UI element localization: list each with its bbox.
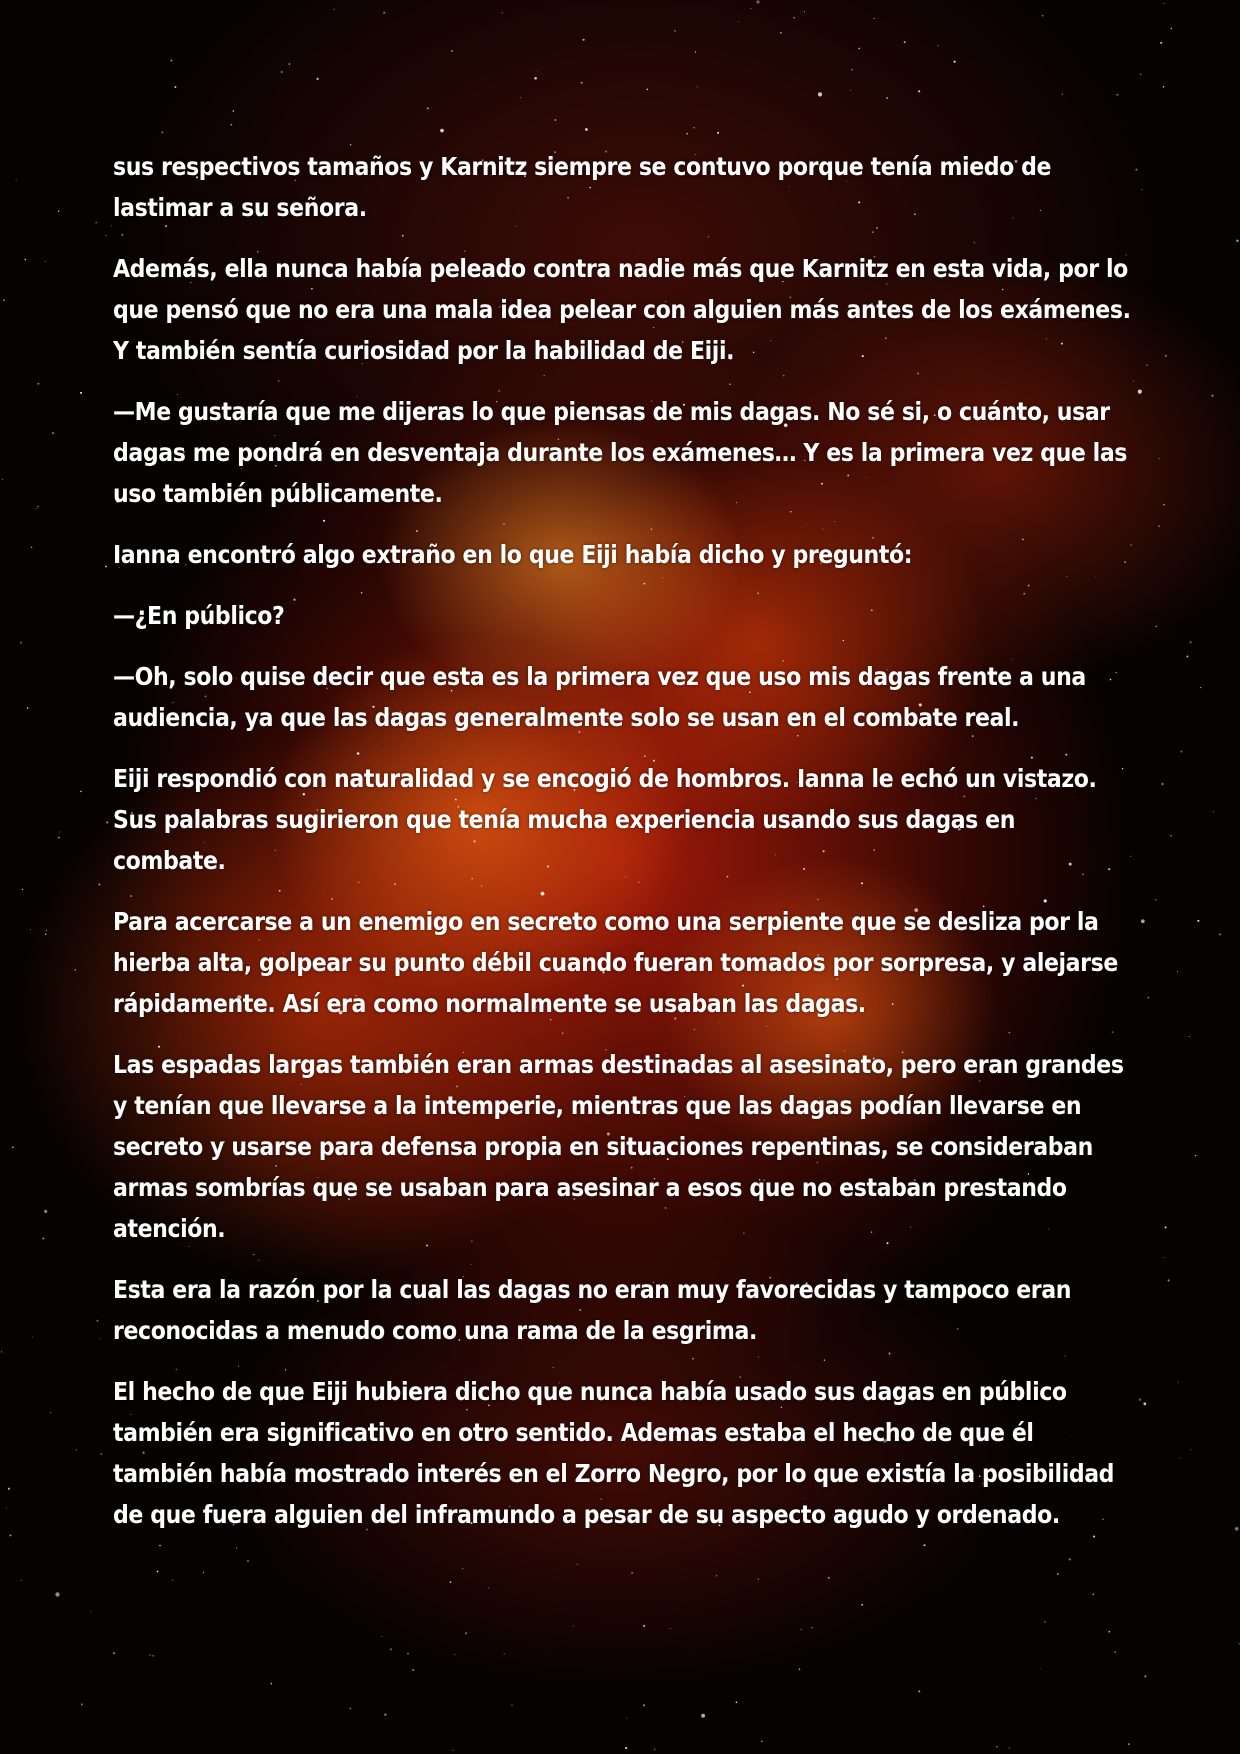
star [581, 82, 583, 84]
star [625, 1747, 627, 1749]
star [427, 107, 429, 109]
star [1155, 899, 1156, 900]
star [583, 39, 585, 41]
star [801, 1629, 802, 1630]
star [172, 1580, 173, 1581]
star [1138, 390, 1142, 394]
star [793, 17, 795, 19]
star [1141, 189, 1142, 190]
star [850, 90, 851, 91]
star [59, 831, 60, 832]
star [631, 1572, 633, 1574]
star [670, 1628, 671, 1629]
star [537, 70, 538, 71]
star [654, 1749, 656, 1751]
paragraph-1: sus respectivos tamaños y Karnitz siempre se contuvo porque tenía miedo de lastimar a su señora. [113, 152, 1052, 222]
star [520, 97, 521, 98]
star [157, 1571, 159, 1573]
paragraph-8: Para acercarse a un enemigo en secreto como una serpiente que se desliza por la hierba alta, golpear su punto débil cuando fueran tomados por sorpresa, y alejarse rápidamente. Así era como normalmente se usaban las dagas. [113, 907, 1118, 1018]
star [454, 1654, 455, 1655]
star [874, 18, 875, 19]
star [758, 1579, 759, 1580]
star [811, 1627, 813, 1629]
star [736, 1702, 738, 1704]
star [918, 1690, 920, 1692]
star [1211, 395, 1213, 397]
star [27, 707, 28, 708]
star [2, 479, 3, 480]
star [12, 1146, 14, 1148]
star [488, 1587, 489, 1588]
star [643, 1704, 645, 1706]
star [996, 1746, 998, 1748]
star [21, 1580, 22, 1581]
star [16, 179, 17, 180]
star [1164, 3, 1165, 4]
star [20, 642, 22, 644]
star [686, 133, 688, 135]
paragraph-4: Ianna encontró algo extraño en lo que Eiji había dicho y preguntó: [113, 540, 913, 569]
star [10, 1534, 12, 1536]
star [918, 90, 920, 92]
star [1189, 1036, 1190, 1037]
star [717, 132, 719, 134]
star [52, 432, 54, 434]
star [407, 1653, 409, 1655]
star [174, 86, 176, 88]
star [647, 89, 648, 90]
star [1165, 1226, 1167, 1228]
star [804, 11, 805, 12]
star [1177, 971, 1178, 972]
star [105, 566, 107, 568]
star [161, 131, 163, 133]
star [750, 8, 751, 9]
star [511, 1705, 512, 1706]
star [1057, 1573, 1059, 1575]
star [761, 1741, 762, 1742]
star [170, 59, 172, 61]
star [1156, 626, 1157, 627]
star [36, 508, 37, 509]
star [1197, 920, 1199, 922]
star [381, 1636, 382, 1637]
star [738, 21, 739, 22]
star [1, 1351, 2, 1352]
star [384, 1714, 386, 1716]
star [954, 61, 956, 63]
star [1190, 1449, 1191, 1450]
star [799, 1668, 801, 1670]
star [1179, 1457, 1180, 1458]
star [858, 48, 860, 50]
star [111, 225, 112, 226]
star [1163, 504, 1164, 505]
star [106, 821, 108, 823]
star [780, 32, 782, 34]
star [106, 235, 107, 236]
star [8, 1488, 10, 1490]
star [98, 883, 100, 885]
star [674, 30, 675, 31]
star [91, 1611, 92, 1612]
star [1190, 641, 1192, 643]
star [502, 12, 503, 13]
star [886, 97, 888, 99]
star [233, 110, 234, 111]
star [58, 211, 59, 212]
star [573, 1626, 574, 1627]
star [100, 1338, 101, 1339]
star [1009, 1747, 1010, 1748]
star [693, 127, 695, 129]
star [1180, 751, 1182, 753]
star [695, 51, 696, 52]
star [30, 929, 31, 930]
star [1235, 1527, 1239, 1531]
star [55, 1592, 59, 1596]
star [585, 128, 588, 131]
star [50, 1412, 51, 1413]
star [1062, 94, 1063, 95]
star [440, 129, 444, 133]
star [1044, 1621, 1045, 1622]
star [904, 41, 906, 43]
star [450, 1581, 452, 1583]
star [32, 1337, 33, 1338]
star [152, 1655, 153, 1656]
star [349, 1708, 351, 1710]
star [37, 383, 39, 385]
star [1171, 28, 1173, 30]
star [554, 119, 556, 121]
star [3, 299, 5, 301]
star [1108, 1631, 1110, 1633]
star [271, 1683, 273, 1685]
star [1140, 74, 1141, 75]
star [697, 86, 698, 87]
star [756, 0, 759, 3]
star [150, 1654, 151, 1655]
star [1141, 919, 1145, 923]
star [289, 63, 291, 65]
star [1148, 997, 1149, 998]
star [1139, 1398, 1142, 1401]
star [1159, 458, 1160, 459]
star [1163, 86, 1165, 88]
star [22, 889, 24, 891]
star [716, 1575, 717, 1576]
paragraph-10: Esta era la razón por la cual las dagas no eran muy favorecidas y tampoco eran reconocidas a menudo como una rama de la esgrima. [113, 1275, 1072, 1345]
star [1161, 783, 1163, 785]
star [31, 547, 32, 548]
star [1146, 365, 1147, 366]
star [96, 1320, 98, 1322]
star [101, 1453, 102, 1454]
star [1160, 42, 1162, 44]
star [1069, 1558, 1071, 1560]
star [1128, 1743, 1130, 1745]
star [1168, 1279, 1170, 1281]
star [45, 261, 46, 262]
star [6, 1508, 7, 1509]
star [354, 1664, 355, 1665]
star [1165, 355, 1167, 357]
star [1144, 1675, 1146, 1677]
star [828, 1577, 830, 1579]
star [465, 1632, 467, 1634]
star [76, 1449, 77, 1450]
star [701, 1714, 705, 1718]
star [80, 392, 82, 394]
star [451, 50, 453, 52]
star [247, 1560, 249, 1562]
paragraph-5: —¿En público? [113, 601, 285, 630]
paragraph-9: Las espadas largas también eran armas destinadas al asesinato, pero eran grandes y tenían que llevarse a la intemperie, mientras que las dagas podían llevarse en secreto y usarse para defensa propia en situaciones repentinas, se consideraban armas sombrías que se usaban para asesinar a esos que no estaban prestando atención. [113, 1050, 1124, 1243]
star [317, 78, 319, 80]
star [452, 1750, 453, 1751]
star [1158, 525, 1160, 527]
star [1040, 1668, 1041, 1669]
star [203, 1572, 204, 1573]
star [1143, 1402, 1146, 1405]
star [861, 1604, 863, 1606]
star [1163, 1257, 1164, 1258]
paragraph-3: —Me gustaría que me dijeras lo que piensas de mis dagas. No sé si, o cuánto, usar dagas me pondrá en desventaja durante los exámenes… Y es la primera vez que las uso también públicamente. [113, 397, 1128, 508]
star [1186, 656, 1188, 658]
star [1178, 1382, 1179, 1383]
star [1133, 381, 1134, 382]
star [390, 1648, 392, 1650]
star [1093, 1593, 1095, 1595]
star [383, 12, 385, 14]
star [1114, 1651, 1116, 1653]
star [1195, 1155, 1196, 1156]
star [1200, 687, 1201, 688]
star [851, 69, 853, 71]
star [504, 1653, 505, 1654]
star [1135, 169, 1137, 171]
star [1213, 811, 1214, 812]
star [24, 259, 26, 261]
star [1170, 835, 1171, 836]
star [281, 71, 283, 73]
star [231, 124, 233, 126]
paragraph-11: El hecho de que Eiji hubiera dicho que nunca había usado sus dagas en público también era significativo en otro sentido. Ademas estaba el hecho de que él también había mostrado interés en el Zorro Negro, por lo que existía la posibilidad de que fuera alguien del inframundo a pesar de su aspecto agudo y ordenado. [113, 1377, 1115, 1529]
star [534, 77, 537, 80]
star [1219, 933, 1221, 935]
star [45, 934, 46, 935]
star [81, 1703, 83, 1705]
star [1236, 240, 1239, 243]
star [412, 1669, 414, 1671]
star [96, 222, 97, 223]
paragraph-6: —Oh, solo quise decir que esta es la primera vez que uso mis dagas frente a una audiencia, ya que las dagas generalmente solo se usan en el combate real. [113, 662, 1086, 732]
star [46, 930, 47, 931]
star [462, 1568, 463, 1569]
star [818, 92, 822, 96]
star [643, 1625, 645, 1627]
paragraph-2: Además, ella nunca había peleado contra nadie más que Karnitz en esta vida, por lo que pensó que no era una mala idea pelear con alguien más antes de los exámenes. Y también sentía curiosidad por la habilidad de Eiji. [113, 254, 1131, 365]
star [44, 1210, 47, 1213]
star [627, 1718, 628, 1719]
star [1239, 1643, 1240, 1644]
paragraph-7: Eiji respondió con naturalidad y se encogió de hombros. Ianna le echó un vistazo. Sus palabras sugirieron que tenía mucha experiencia usando sus dagas en combate. [113, 764, 1097, 875]
star [334, 9, 335, 10]
star [113, 1652, 115, 1654]
page-text [113, 146, 1133, 1555]
star [577, 1564, 578, 1565]
star [80, 791, 81, 792]
star [58, 837, 60, 839]
star [1116, 94, 1118, 96]
star [937, 45, 938, 46]
star [1042, 15, 1043, 16]
star [74, 969, 76, 971]
star [37, 506, 38, 507]
star [42, 1237, 44, 1239]
